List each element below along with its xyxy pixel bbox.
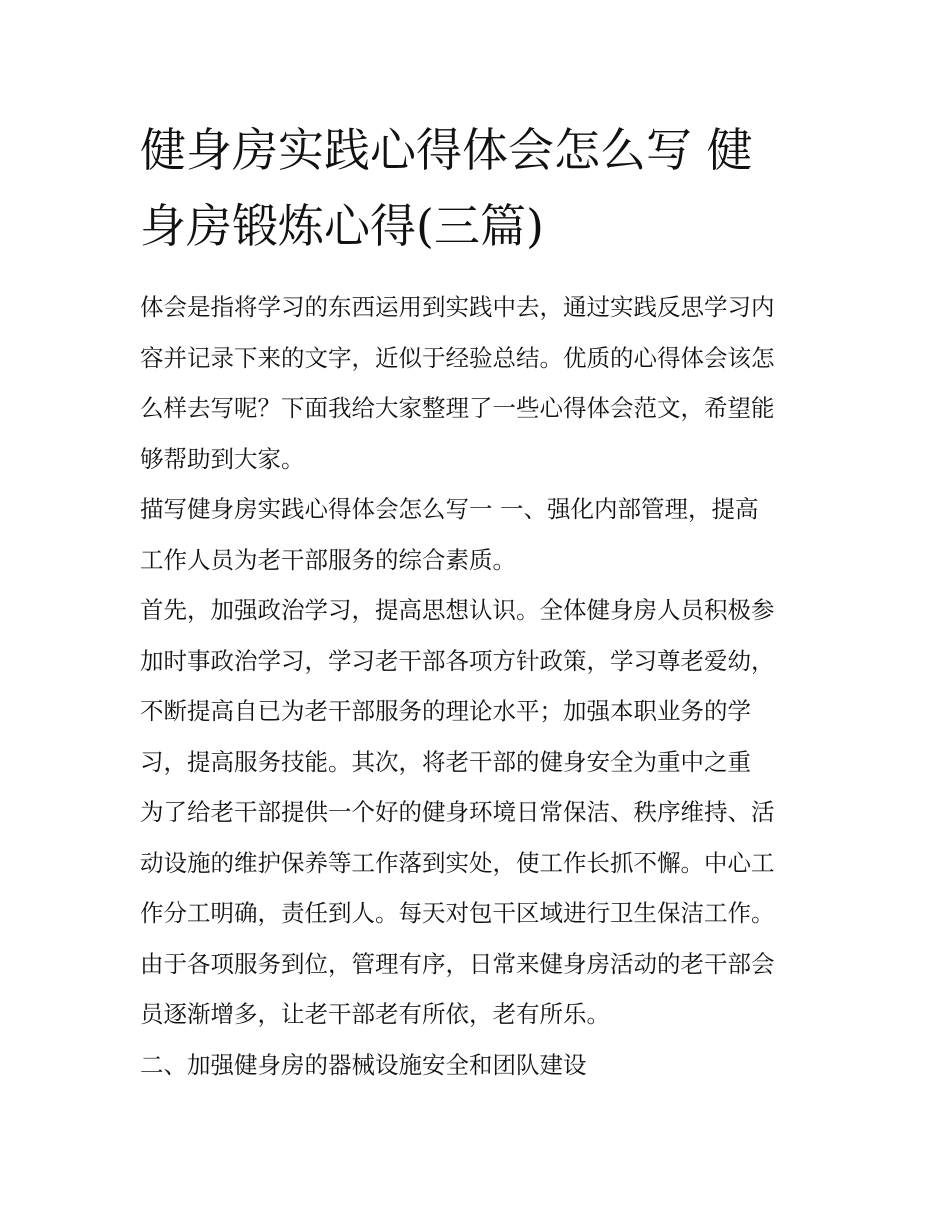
paragraph-detail bbox=[140, 585, 820, 1040]
text-line: 由于各项服务到位，管理有序，日常来健身房活动的老干部会 bbox=[140, 949, 775, 978]
paragraph-section-one bbox=[140, 484, 820, 585]
text-line: 动设施的维护保养等工作落到实处，使工作长抓不懈。中心工 bbox=[140, 848, 775, 877]
text-line: 不断提高自已为老干部服务的理论水平；加强本职业务的学 bbox=[140, 697, 751, 725]
text-line: 为了给老干部提供一个好的健身环境日常保洁、秩序维持、活 bbox=[140, 798, 775, 826]
title-line: 健身房实践心得体会怎么写 健 bbox=[140, 123, 753, 177]
text-line: 首先，加强政治学习，提高思想认识。全体健身房人员积极参 bbox=[140, 596, 775, 624]
paragraph-section-two bbox=[140, 1040, 820, 1091]
text-line: 二、加强健身房的器械设施安全和团队建设 bbox=[140, 1050, 587, 1079]
text-line: 作分工明确，责任到人。每天对包干区域进行卫生保洁工作。 bbox=[140, 899, 775, 927]
document-body bbox=[140, 282, 820, 1090]
text-line: 加时事政治学习，学习老干部各项方针政策，学习尊老爱幼， bbox=[140, 646, 775, 675]
title-line: 身房锻炼心得(三篇) bbox=[140, 199, 544, 253]
document-title bbox=[140, 112, 820, 264]
text-line: 体会是指将学习的东西运用到实践中去，通过实践反思学习内 bbox=[140, 293, 775, 321]
text-line: 容并记录下来的文字，近似于经验总结。优质的心得体会该怎 bbox=[140, 343, 775, 372]
text-line: 员逐渐增多，让老干部老有所依，老有所乐。 bbox=[140, 1000, 610, 1028]
text-line: 习，提高服务技能。其次，将老干部的健身安全为重中之重 bbox=[140, 747, 751, 776]
text-line: 工作人员为老干部服务的综合素质。 bbox=[140, 545, 516, 574]
text-line: 描写健身房实践心得体会怎么写一 一、强化内部管理，提高 bbox=[140, 495, 759, 523]
text-line: 够帮助到大家。 bbox=[140, 444, 305, 473]
text-line: 么样去写呢？下面我给大家整理了一些心得体会范文，希望能 bbox=[140, 394, 775, 422]
paragraph-intro bbox=[140, 282, 820, 484]
